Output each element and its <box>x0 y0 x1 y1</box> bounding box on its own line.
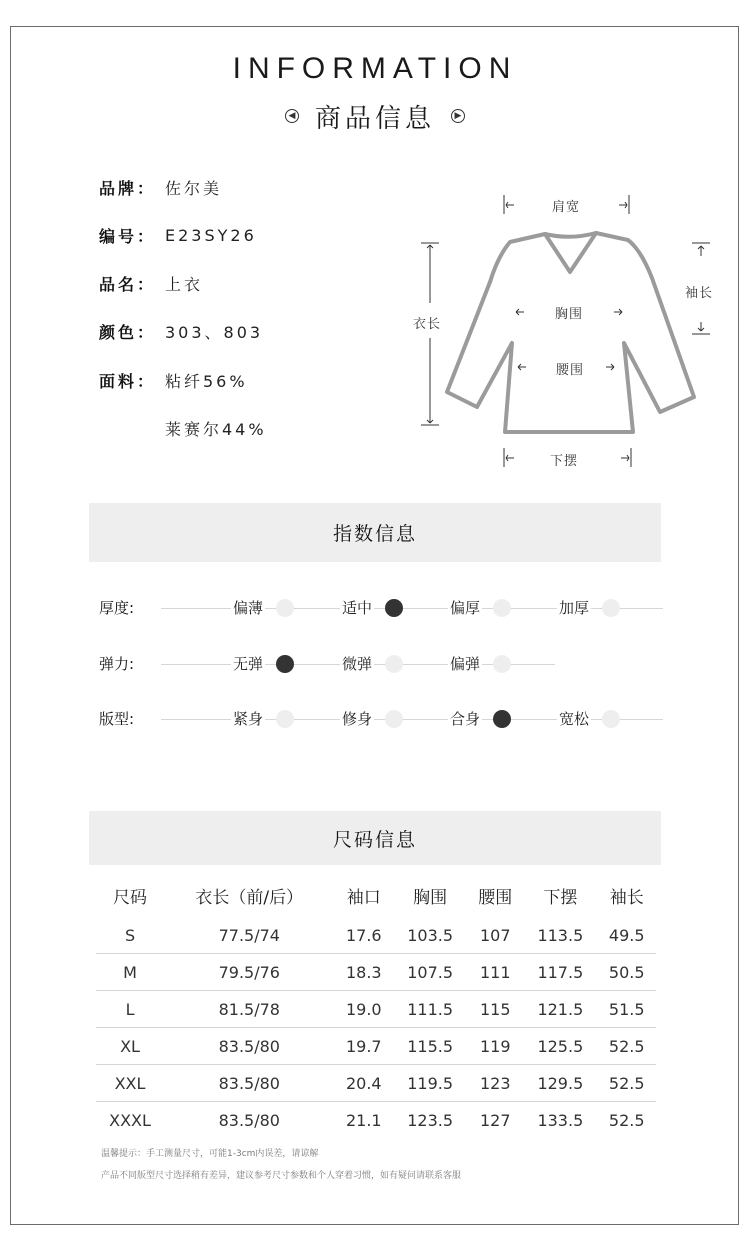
chest-label: 胸围 <box>555 307 584 322</box>
color-label: 颜色： <box>99 323 157 342</box>
title-chinese: 商品信息 <box>314 103 435 134</box>
table-cell: 115.5 <box>393 1028 467 1065</box>
table-cell: XXL <box>96 1065 164 1102</box>
table-cell: 119.5 <box>393 1065 467 1102</box>
length-label: 衣长 <box>413 317 442 332</box>
option-label: 加厚 <box>557 596 591 620</box>
option-label: 宽松 <box>557 707 591 731</box>
table-cell: 107 <box>467 917 523 954</box>
size-table <box>96 874 656 1138</box>
table-cell: 79.5/76 <box>164 954 335 991</box>
fabric-label: 面料： <box>99 372 157 391</box>
column-header: 下摆 <box>543 888 578 908</box>
table-cell: 49.5 <box>597 917 656 954</box>
table-cell: 83.5/80 <box>164 1065 335 1102</box>
option-label: 偏厚 <box>448 596 482 620</box>
table-cell: 125.5 <box>523 1028 597 1065</box>
option-dot[interactable] <box>493 599 511 617</box>
shirt-outline-icon <box>0 0 750 500</box>
table-cell: 51.5 <box>597 991 656 1028</box>
table-row <box>96 1065 656 1102</box>
table-cell: 107.5 <box>393 954 467 991</box>
table-cell: 21.1 <box>345 1110 382 1130</box>
table-row <box>96 1102 656 1139</box>
table-cell: 19.7 <box>335 1028 393 1065</box>
sleeve-label: 袖长 <box>685 286 714 301</box>
table-cell: 17.6 <box>335 917 393 954</box>
option-label: 合身 <box>448 707 482 731</box>
option-dot[interactable] <box>276 710 294 728</box>
waist-label: 腰围 <box>556 363 585 378</box>
table-cell: 52.5 <box>608 1110 645 1130</box>
right-arrow-icon: ▶ <box>451 109 465 123</box>
column-header: 胸围 <box>413 888 448 908</box>
table-cell: 52.5 <box>597 1065 656 1102</box>
option-label: 微弹 <box>340 652 374 676</box>
elasticity-row <box>0 652 750 676</box>
column-header: 袖口 <box>346 888 381 908</box>
code-value: E23SY26 <box>165 226 257 245</box>
table-cell: 121.5 <box>523 991 597 1028</box>
option-dot-selected[interactable] <box>276 655 294 673</box>
thickness-row <box>0 596 750 620</box>
fit-row <box>0 707 750 731</box>
option-dot-selected[interactable] <box>493 710 511 728</box>
table-cell: 129.5 <box>523 1065 597 1102</box>
table-cell: S <box>96 917 164 954</box>
option-label: 偏弹 <box>448 652 482 676</box>
fit-label: 版型: <box>99 710 135 728</box>
index-section-title: 指数信息 <box>89 503 661 562</box>
column-header: 尺码 <box>113 888 148 908</box>
option-label: 适中 <box>340 596 374 620</box>
table-cell: 111.5 <box>393 991 467 1028</box>
table-cell: 19.0 <box>335 991 393 1028</box>
table-cell: 123.5 <box>407 1110 454 1130</box>
table-cell: 83.5/80 <box>218 1110 280 1130</box>
table-cell: XXXL <box>109 1110 151 1130</box>
option-dot[interactable] <box>385 655 403 673</box>
option-label: 修身 <box>340 707 374 731</box>
left-arrow-icon: ◀ <box>285 109 299 123</box>
fabric-value-2: 莱赛尔44% <box>165 420 267 439</box>
table-row <box>96 991 656 1028</box>
table-cell: 133.5 <box>537 1110 584 1130</box>
shoulder-label: 肩宽 <box>552 200 581 215</box>
option-dot-selected[interactable] <box>385 599 403 617</box>
table-cell: 50.5 <box>597 954 656 991</box>
option-dot[interactable] <box>602 599 620 617</box>
fabric-value-1: 粘纤56% <box>165 372 248 391</box>
color-value: 303、803 <box>165 323 264 342</box>
table-cell: 103.5 <box>393 917 467 954</box>
size-table-header <box>96 874 656 917</box>
note-fit-advice: 产品不同版型尺寸选择稍有差异，建议参考尺寸参数和个人穿着习惯，如有疑问请联系客服 <box>101 1171 462 1181</box>
table-row <box>96 1028 656 1065</box>
table-cell: 52.5 <box>597 1028 656 1065</box>
table-cell: M <box>96 954 164 991</box>
elasticity-label: 弹力: <box>99 655 135 673</box>
option-dot[interactable] <box>385 710 403 728</box>
table-cell: 83.5/80 <box>164 1028 335 1065</box>
table-cell: 81.5/78 <box>164 991 335 1028</box>
table-cell: L <box>96 991 164 1028</box>
column-header: 衣长（前/后） <box>195 888 304 908</box>
table-cell: 127 <box>479 1110 511 1130</box>
option-dot[interactable] <box>602 710 620 728</box>
garment-diagram <box>0 0 750 500</box>
table-row <box>96 954 656 991</box>
option-label: 紧身 <box>231 707 265 731</box>
thickness-label: 厚度: <box>99 599 135 617</box>
column-header: 袖长 <box>609 888 644 908</box>
code-label: 编号： <box>99 227 157 246</box>
name-value: 上衣 <box>165 275 204 294</box>
table-cell: 77.5/74 <box>164 917 335 954</box>
brand-value: 佐尔美 <box>165 179 223 198</box>
name-label: 品名： <box>99 275 157 294</box>
column-header: 腰围 <box>478 888 513 908</box>
table-cell: 115 <box>467 991 523 1028</box>
size-section-title: 尺码信息 <box>89 811 661 865</box>
table-cell: 18.3 <box>335 954 393 991</box>
table-cell: 119 <box>467 1028 523 1065</box>
option-dot[interactable] <box>276 599 294 617</box>
table-cell: 117.5 <box>523 954 597 991</box>
table-cell: 20.4 <box>335 1065 393 1102</box>
brand-label: 品牌： <box>99 179 157 198</box>
title-english: INFORMATION <box>232 52 518 85</box>
table-row <box>96 917 656 954</box>
table-cell: 123 <box>467 1065 523 1102</box>
option-dot[interactable] <box>493 655 511 673</box>
note-measurement: 温馨提示：手工测量尺寸，可能1-3cm内误差，请谅解 <box>101 1149 319 1159</box>
option-label: 无弹 <box>231 652 265 676</box>
table-cell: XL <box>96 1028 164 1065</box>
table-cell: 111 <box>467 954 523 991</box>
table-cell: 113.5 <box>523 917 597 954</box>
option-label: 偏薄 <box>231 596 265 620</box>
hem-label: 下摆 <box>550 454 579 469</box>
